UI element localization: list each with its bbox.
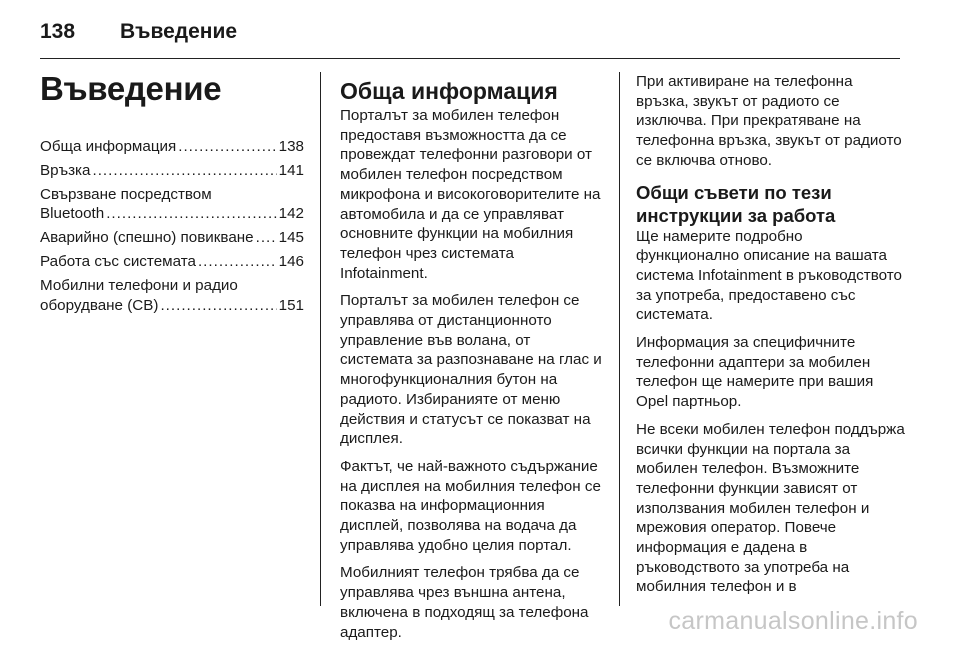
paragraph: Порталът за мобилен телефон се управлява от дистанционното управление във волана, от системата за разпознаване на глас и многофункционалния бутон на радиото. Избиранияте от меню действия и статусът се показват на дисплея. bbox=[340, 292, 602, 448]
paragraph: Информация за специфичните телефонни адаптери за мобилен телефон ще намерите при вашия Opel партньор. bbox=[636, 334, 874, 411]
toc-entry-text-line1: Мобилни телефони и радио bbox=[40, 276, 238, 294]
column-divider bbox=[320, 72, 321, 606]
toc-entry[interactable] bbox=[40, 185, 304, 225]
toc-leader bbox=[106, 204, 276, 224]
paragraph: Мобилният телефон трябва да се управлява чрез външна антена, включена в подходящ за телефона адаптер. bbox=[340, 564, 589, 641]
toc-entry[interactable] bbox=[40, 276, 304, 316]
toc-page-number: 142 bbox=[278, 205, 304, 223]
watermark: carmanualsonline.info bbox=[668, 607, 918, 635]
toc-page-number: 151 bbox=[278, 296, 304, 314]
paragraph: При активиране на телефонна връзка, звукът от радиото се изключва. При прекратяване на телефонна връзка, звукът от радиото се включва отново. bbox=[636, 73, 902, 169]
toc-entry-text: Връзка bbox=[40, 161, 91, 179]
toc-entry-text-line1: Свързване посредством bbox=[40, 185, 212, 203]
toc-entry[interactable] bbox=[40, 252, 304, 272]
toc-page-number: 138 bbox=[278, 138, 304, 155]
toc-entry[interactable] bbox=[40, 137, 304, 157]
section-heading: Обща информация bbox=[340, 78, 558, 104]
column-divider bbox=[619, 72, 620, 606]
toc-leader bbox=[92, 161, 276, 181]
subsection-heading: Общи съвети по тези инструкции за работа bbox=[636, 181, 836, 226]
tips-column bbox=[636, 72, 906, 605]
table-of-contents bbox=[40, 137, 304, 315]
toc-page-number: 146 bbox=[278, 252, 304, 270]
paragraph: Ще намерите подробно функционално описание на вашата система Infotainment в ръководството за употреба, предоставено със системата. bbox=[636, 227, 902, 324]
chapter-title: Въведение bbox=[40, 70, 222, 107]
general-info-column bbox=[340, 72, 604, 650]
toc-entry[interactable] bbox=[40, 228, 304, 248]
toc-page-number: 141 bbox=[278, 161, 304, 179]
paragraph: Фактът, че най-важното съдържание на дисплея на мобилния телефон се показва на информационния дисплей, позволява на водача да управлява удобно целия портал. bbox=[340, 457, 601, 554]
toc-leader bbox=[178, 137, 276, 157]
toc-leader bbox=[198, 252, 277, 272]
toc-entry-text: Аварийно (спешно) повикване bbox=[40, 229, 254, 247]
toc-entry-text-line2: оборудване (CB) bbox=[40, 296, 159, 314]
page-number: 138 bbox=[40, 20, 76, 43]
toc-column bbox=[40, 72, 304, 319]
toc-leader bbox=[160, 296, 276, 316]
toc-entry-text: Обща информация bbox=[40, 138, 177, 155]
paragraph: Не всеки мобилен телефон поддържа всички функции на портала за мобилен телефон. Възможните телефонни функции зависят от използвания мобилен телефон и мрежовия оператор. Повече информация е дадена в ръководството за употреба на мобилния телефон и в bbox=[636, 420, 905, 596]
header-title: Въведение bbox=[120, 20, 238, 43]
toc-leader bbox=[256, 228, 277, 248]
toc-page-number: 145 bbox=[278, 229, 304, 247]
page-header bbox=[40, 14, 237, 50]
toc-entry-text: Работа със системата bbox=[40, 252, 196, 270]
paragraph: Порталът за мобилен телефон предоставя възможността да се провеждат телефонни разговори от мобилен телефон посредством микрофона и високоговорителите на автомобила и да се управляват основните функции на мобилния телефон чрез системата Infotainment. bbox=[340, 107, 601, 282]
toc-entry[interactable] bbox=[40, 161, 304, 181]
header-rule bbox=[40, 58, 900, 59]
toc-entry-text-line2: Bluetooth bbox=[40, 205, 105, 223]
